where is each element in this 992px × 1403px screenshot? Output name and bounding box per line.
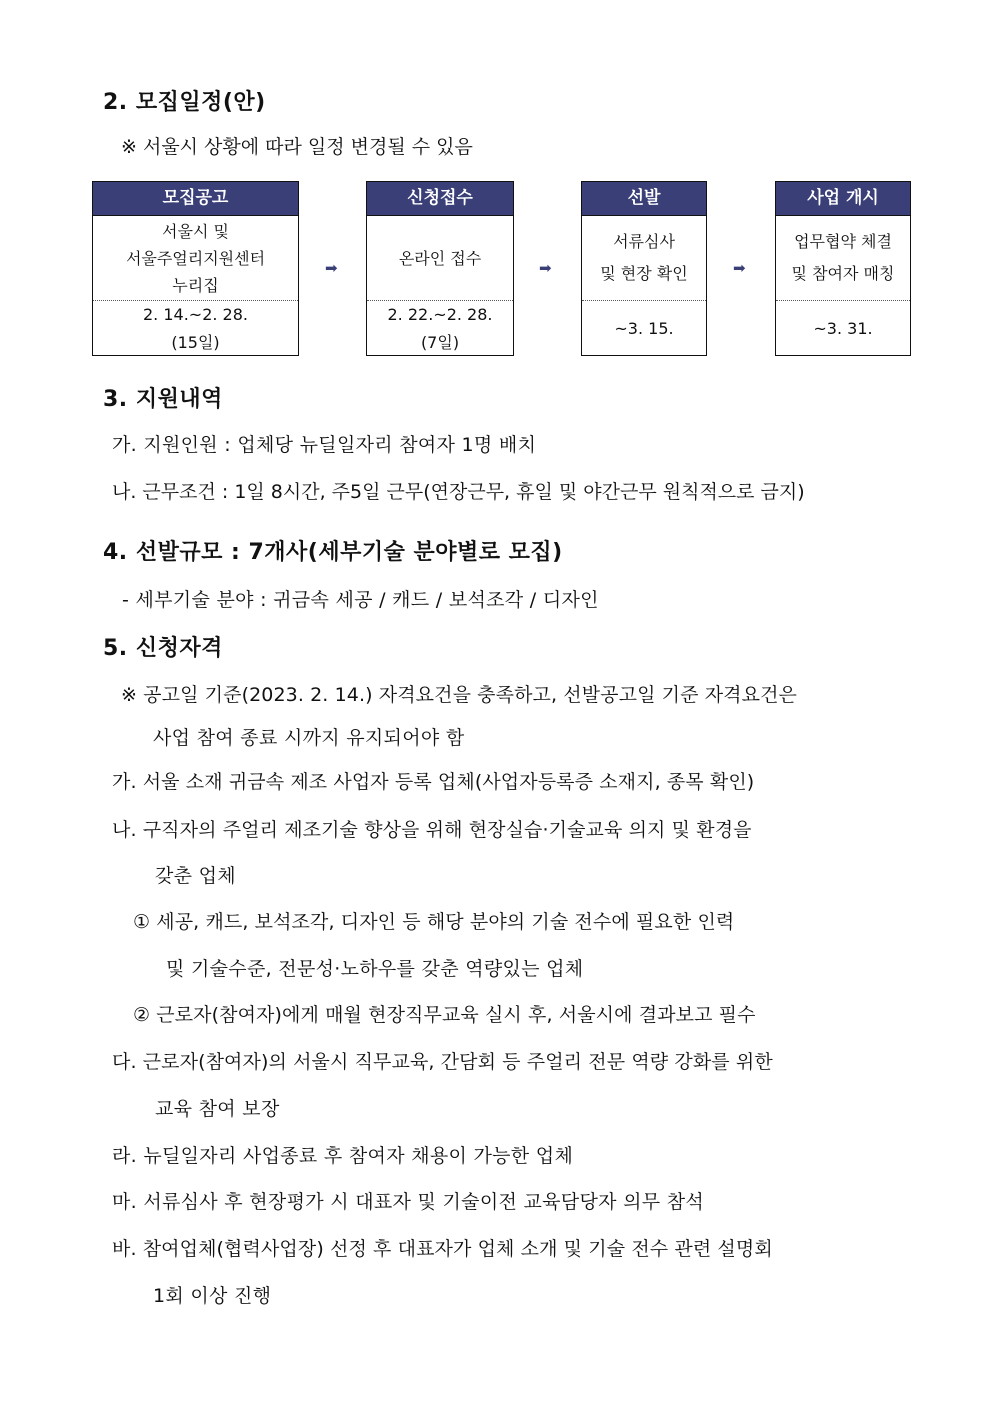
step-date: 2. 22.~2. 28. (7일) xyxy=(387,304,493,352)
section-3-title: 3. 지원내역 xyxy=(103,387,223,412)
tech-fields: - 세부기술 분야 : 귀금속 세공 / 캐드 / 보석조각 / 디자인 xyxy=(122,589,599,611)
eligibility-item-ba-cont: 1회 이상 진행 xyxy=(153,1285,272,1307)
eligibility-note: ※ 공고일 기준(2023. 2. 14.) 자격요건을 충족하고, 선발공고일 기준 자격요건은 xyxy=(121,684,797,706)
eligibility-item-na: 나. 구직자의 주얼리 제조기술 향상을 위해 현장실습·기술교육 의지 및 환경을 xyxy=(112,819,752,841)
step-application xyxy=(366,181,514,356)
eligibility-note-cont: 사업 참여 종료 시까지 유지되어야 함 xyxy=(153,727,465,749)
eligibility-sub-1-cont: 및 기술수준, 전문성·노하우를 갖춘 역량있는 업체 xyxy=(166,958,584,980)
step-head: 모집공고 xyxy=(93,182,298,216)
eligibility-item-ba: 바. 참여업체(협력사업장) 선정 후 대표자가 업체 소개 및 기술 전수 관련 설명회 xyxy=(112,1238,773,1260)
step-body: 서류심사 및 현장 확인 xyxy=(582,216,706,301)
step-date: ~3. 31. xyxy=(813,318,873,338)
step-head: 사업 개시 xyxy=(776,182,910,216)
section-2-title: 2. 모집일정(안) xyxy=(103,90,266,115)
step-head: 선발 xyxy=(582,182,706,216)
arrow-right-icon: ➡ xyxy=(733,259,746,277)
eligibility-item-da: 다. 근로자(참여자)의 서울시 직무교육, 간담회 등 주얼리 전문 역량 강화를 위한 xyxy=(112,1051,773,1073)
support-item-headcount: 가. 지원인원 : 업체당 뉴딜일자리 참여자 1명 배치 xyxy=(112,434,537,456)
step-body: 서울시 및 서울주얼리지원센터 누리집 xyxy=(93,216,298,301)
step-body: 온라인 접수 xyxy=(367,216,513,301)
eligibility-sub-2: ② 근로자(참여자)에게 매월 현장직무교육 실시 후, 서울시에 결과보고 필수 xyxy=(133,1004,756,1026)
section-5-title: 5. 신청자격 xyxy=(103,636,223,661)
step-business-start xyxy=(775,181,911,356)
eligibility-item-na-cont: 갖춘 업체 xyxy=(155,865,236,887)
arrow-right-icon: ➡ xyxy=(325,259,338,277)
arrow-right-icon: ➡ xyxy=(539,259,552,277)
step-date: 2. 14.~2. 28. (15일) xyxy=(143,304,248,352)
eligibility-item-ra: 라. 뉴딜일자리 사업종료 후 참여자 채용이 가능한 업체 xyxy=(112,1145,574,1167)
eligibility-item-ma: 마. 서류심사 후 현장평가 시 대표자 및 기술이전 교육담당자 의무 참석 xyxy=(112,1191,705,1213)
step-head: 신청접수 xyxy=(367,182,513,216)
eligibility-item-ga: 가. 서울 소재 귀금속 제조 사업자 등록 업체(사업자등록증 소재지, 종목 확인) xyxy=(112,771,755,793)
step-recruit-notice xyxy=(92,181,299,356)
schedule-note: ※ 서울시 상황에 따라 일정 변경될 수 있음 xyxy=(121,136,473,158)
step-date: ~3. 15. xyxy=(614,318,674,338)
step-selection xyxy=(581,181,707,356)
eligibility-sub-1: ① 세공, 캐드, 보석조각, 디자인 등 해당 분야의 기술 전수에 필요한 인력 xyxy=(133,911,735,933)
eligibility-item-da-cont: 교육 참여 보장 xyxy=(155,1098,280,1120)
support-item-conditions: 나. 근무조건 : 1일 8시간, 주5일 근무(연장근무, 휴일 및 야간근무 원칙적으로 금지) xyxy=(112,481,805,503)
step-body: 업무협약 체결 및 참여자 매칭 xyxy=(776,216,910,301)
section-4-title: 4. 선발규모 : 7개사(세부기술 분야별로 모집) xyxy=(103,540,563,565)
